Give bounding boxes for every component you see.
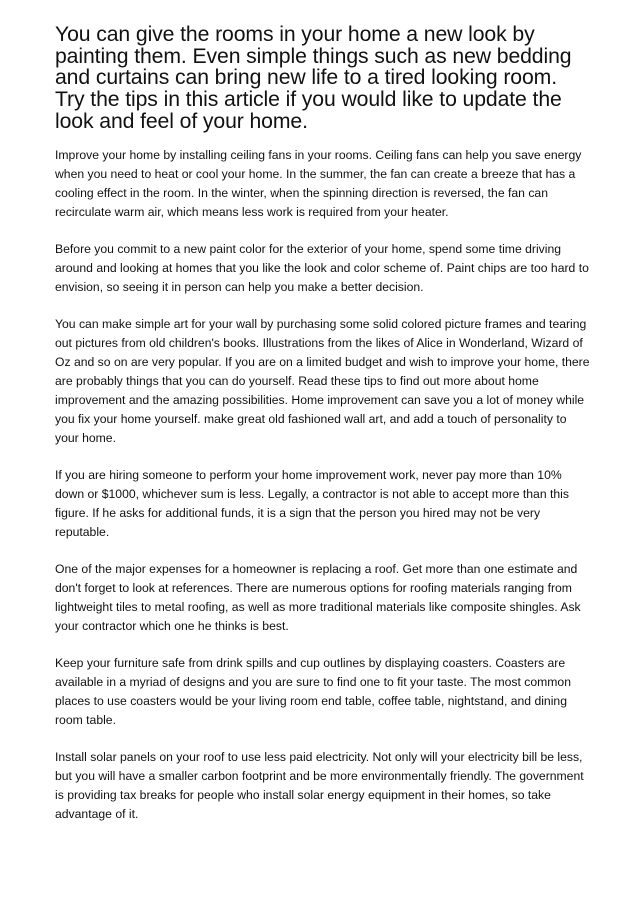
paragraph-exterior-paint: Before you commit to a new paint color for the exterior of your home, spend some time driving around and looking at homes that you like the look and color scheme of. Paint chips are too hard to envision, so seeing it in person can help you make a better decision. <box>55 242 589 295</box>
paragraph-contractor-payment: If you are hiring someone to perform your home improvement work, never pay more than 10% down or $1000, whichever sum is less. Legally, a contractor is not able to accept more than this figure. If he asks for additional funds, it is a sign that the person you hired may not be very reputable. <box>55 468 569 540</box>
paragraph-ceiling-fans: Improve your home by installing ceiling fans in your rooms. Ceiling fans can help you save energy when you need to heat or cool your home. In the summer, the fan can create a breeze that has a cooling effect in the room. In the winter, when the spinning direction is reversed, the fan can recirculate warm air, which means less work is required from your heater. <box>55 148 582 220</box>
article-headline: You can give the rooms in your home a new look by painting them. Even simple things such as new bedding and curtains can bring new life to a tired looking room. Try the tips in this article if you would like to update the look and feel of your home. <box>55 23 572 133</box>
paragraph-solar-panels: Install solar panels on your roof to use less paid electricity. Not only will your electricity bill be less, but you will have a smaller carbon footprint and be more environmentally friendly. The government is providing tax breaks for people who install solar energy equipment in their homes, so take advantage of it. <box>55 750 584 822</box>
paragraph-wall-art: You can make simple art for your wall by purchasing some solid colored picture frames and tearing out pictures from old children's books. Illustrations from the likes of Alice in Wonderland, Wizard of Oz and so on are very popular. If you are on a limited budget and wish to improve your home, there are probably things that you can do yourself. Read these tips to find out more about home improvement and the amazing possibilities. Home improvement can save you a lot of money while you fix your home yourself. make great old fashioned wall art, and add a touch of personality to your home. <box>55 317 590 446</box>
paragraph-roof-replacement: One of the major expenses for a homeowner is replacing a roof. Get more than one estimate and don't forget to look at references. There are numerous options for roofing materials ranging from lightweight tiles to metal roofing, as well as more traditional materials like composite shingles. Ask your contractor which one he thinks is best. <box>55 562 581 634</box>
paragraph-coasters: Keep your furniture safe from drink spills and cup outlines by displaying coasters. Coasters are available in a myriad of designs and you are sure to find one to fit your taste. The most common places to use coasters would be your living room end table, coffee table, nightstand, and dining room table. <box>55 656 571 728</box>
